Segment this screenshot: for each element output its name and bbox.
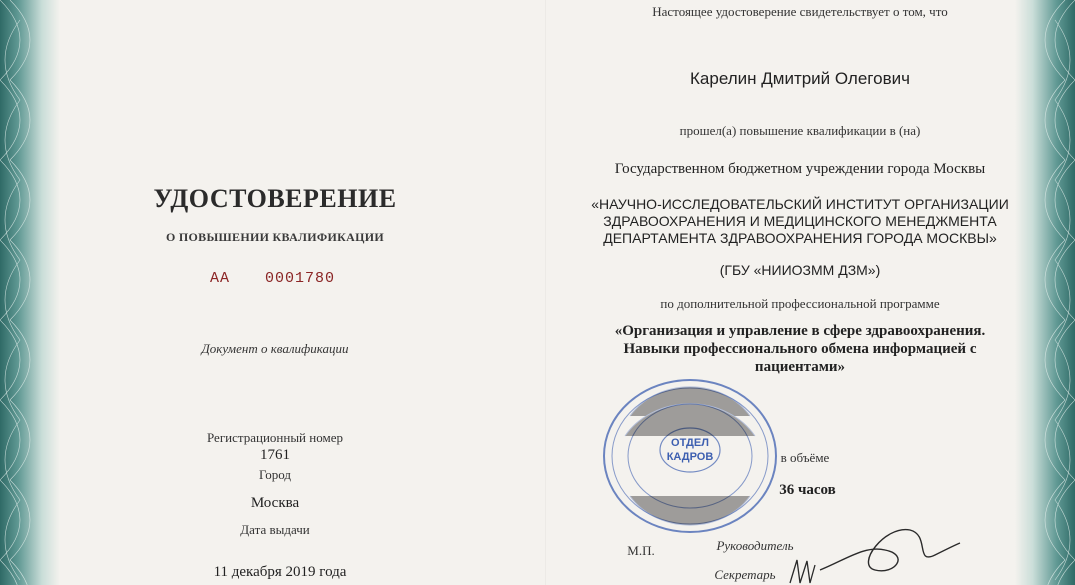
issue-date-value: 11 декабря 2019 года (213, 564, 347, 580)
stamp-text-line2: КАДРОВ (666, 451, 714, 463)
secretary-label: Секретарь (714, 567, 776, 582)
organization-line: ДЕПАРТАМЕНТА ЗДРАВООХРАНЕНИЯ ГОРОДА МОСКВЫ» (603, 230, 997, 246)
document-type: Документ о квалификации (201, 341, 349, 356)
secretary-signature (785, 555, 825, 585)
left-guilloche-border (0, 0, 60, 585)
registration-label: Регистрационный номер (207, 430, 343, 445)
volume-label: в объёме (780, 450, 830, 465)
organization-short-name: (ГБУ «НИИОЗММ ДЗМ») (719, 262, 881, 278)
certificate-series: АА (209, 270, 230, 287)
program-line: пациентами» (754, 359, 846, 375)
fold-line (545, 0, 546, 585)
organization-stamp (600, 376, 780, 536)
hours-value: 36 часов (779, 482, 836, 498)
organization-name (560, 196, 1040, 247)
head-label: Руководитель (716, 538, 794, 553)
head-signature (815, 515, 965, 585)
stamp-text-line1: ОТДЕЛ (671, 437, 709, 449)
organization-line: ЗДРАВООХРАНЕНИЯ И МЕДИЦИНСКОГО МЕНЕДЖМЕНТА (603, 213, 997, 229)
intro-text: Настоящее удостоверение свидетельствует о том, что (652, 4, 948, 19)
seal-label: М.П. (627, 543, 655, 558)
city-label: Город (258, 467, 292, 482)
organization-line: «НАУЧНО-ИССЛЕДОВАТЕЛЬСКИЙ ИНСТИТУТ ОРГАНИЗАЦИИ (591, 196, 1009, 212)
city-value: Москва (250, 495, 300, 511)
registration-number: 1761 (260, 447, 290, 463)
program-label: по дополнительной профессиональной программе (660, 296, 940, 311)
issue-date-label: Дата выдачи (240, 522, 310, 537)
program-title (560, 322, 1040, 376)
certificate-title: УДОСТОВЕРЕНИЕ (153, 184, 397, 213)
passed-text: прошел(а) повышение квалификации в (на) (679, 123, 921, 138)
program-line: Навыки профессионального обмена информацией с (623, 341, 977, 357)
program-line: «Организация и управление в сфере здравоохранения. (614, 323, 986, 339)
person-name: Карелин Дмитрий Олегович (690, 69, 910, 88)
certificate-subtitle: О ПОВЫШЕНИИ КВАЛИФИКАЦИИ (165, 230, 385, 244)
institution-text: Государственном бюджетном учреждении города Москвы (614, 161, 986, 177)
certificate-number: 0001780 (264, 270, 335, 287)
